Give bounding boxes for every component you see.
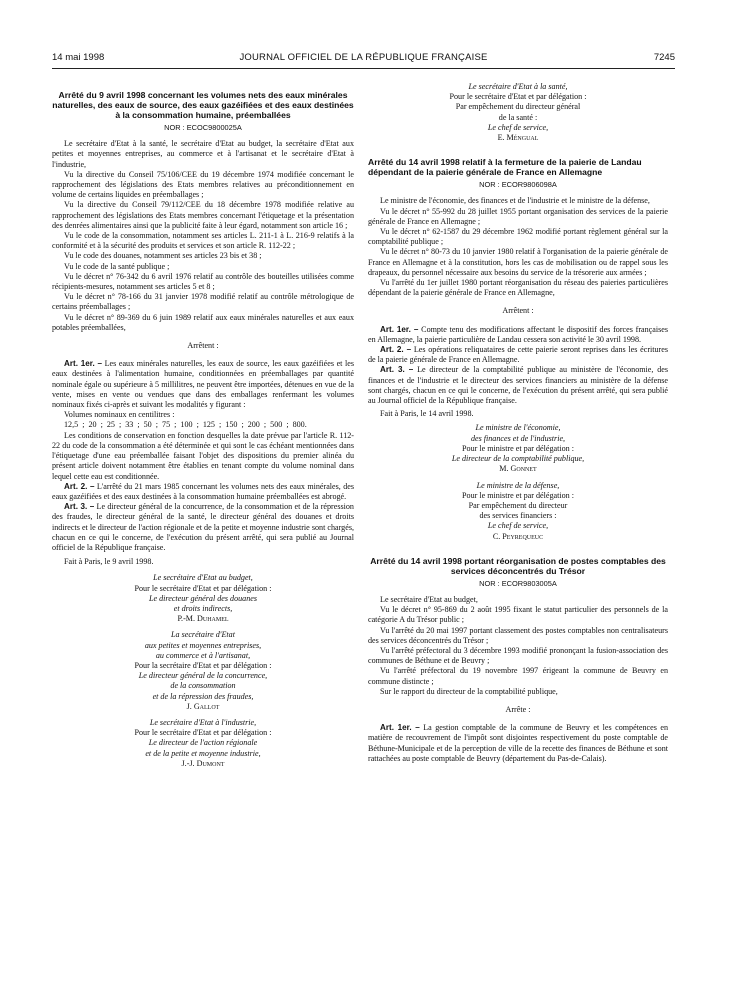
sig-line: des services financiers : (479, 511, 557, 521)
article-1 (368, 325, 668, 345)
preamble-para: Vu le code des douanes, notamment ses articles 23 bis et 38 ; (64, 251, 262, 261)
sig-line: Par empêchement du directeur (468, 500, 568, 510)
signature-block (52, 718, 354, 769)
article-3 (368, 365, 668, 406)
preamble-para: Le ministre de l'économie, des finances et de l'industrie et le ministre de la défense, (380, 196, 650, 206)
sig-line: Pour le ministre et par délégation : (462, 490, 574, 500)
sig-line: Le directeur général de la concurrence, (138, 671, 268, 681)
sig-line: La secrétaire d'Etat (171, 630, 235, 640)
preamble-para: Vu la directive du Conseil 75/106/CEE du 19 décembre 1974 modifiée concernant le rapprochement des législations des Etats membres relatives au préconditionnement en volume de certains liquides en préemballages ; (52, 169, 354, 200)
sig-line: au commerce et à l'artisanat, (155, 650, 251, 660)
signatory-name: M. Gonnet (499, 464, 537, 474)
article-1 (368, 723, 668, 764)
preamble-para: Vu l'arrêté du 1er juillet 1980 portant réorganisation du réseau des paieries particulières dépendant de la paierie générale de France en Allemagne, (368, 278, 668, 298)
signatory-name: J. Gallot (186, 701, 220, 711)
signatory-name: E. Méngual (497, 133, 539, 143)
preamble-para: Vu l'arrêté du 20 mai 1997 portant classement des postes comptables non centralisateurs des services déconcentrés du Trésor ; (368, 625, 668, 645)
nor-reference: NOR : ECOC9800025A (164, 123, 242, 132)
preamble-para: Vu l'arrêté préfectoral du 19 novembre 1997 érigeant la commune de Beuvry en commune distincte ; (368, 666, 668, 686)
sig-line: Le chef de service, (487, 122, 549, 132)
article-label: Art. 3. – (380, 365, 414, 375)
preamble-para: Vu le décret n° 55-992 du 28 juillet 1955 portant organisation des services de la paierie générale de France en Allemagne ; (368, 206, 668, 226)
sig-line: Le secrétaire d'Etat à la santé, (468, 82, 568, 91)
sig-line: Le chef de service, (487, 521, 549, 531)
arretent-heading: Arrêtent : (187, 341, 219, 351)
article-text: Le directeur de la comptabilité publique au ministère de l'économie, des finances et de l'industrie et le directeur des services financiers au ministère de la défense sont chargés, chacun en ce qui le concerne, de l'exécution du présent arrêté, qui sera publié au Journal officiel de la République française. (368, 365, 668, 406)
sig-line: et droits indirects, (173, 603, 233, 613)
preamble-para: Vu le décret n° 78-166 du 31 janvier 1978 modifié relatif au contrôle métrologique de certains préemballages ; (52, 292, 354, 312)
article-text: L'arrêté du 21 mars 1985 concernant les volumes nets des eaux minérales, des eaux gazéifiées et des eaux destinées à la consommation humaine préemballées est abrogé. (52, 481, 354, 501)
volumes-list: 12,5 ; 20 ; 25 ; 33 ; 50 ; 75 ; 100 ; 125 ; 150 ; 200 ; 500 ; 800. (64, 420, 307, 430)
sig-line: et de la petite et moyenne industrie, (145, 748, 261, 758)
preamble-para: Vu le code de la santé publique ; (64, 261, 170, 271)
article-label: Art. 1er. – (380, 324, 419, 334)
article-text: La gestion comptable de la commune de Beuvry et les compétences en matière de recouvrement de l'impôt sont disjointes respectivement du poste comptable de Béthune-Municipale et de la perception de ville de la recette des finances de Béthune et sont rattachées au poste comptable de Beuvry (département du Pas-de-Calais). (368, 723, 668, 763)
nor-reference: NOR : ECOR9806098A (479, 180, 557, 190)
signature-block (52, 573, 354, 624)
preamble-para: Vu la directive du Conseil 79/112/CEE du 18 décembre 1978 modifiée relative au rapprochement des législations des Etats membres concernant l'étiquetage et la présentation des denrées alimentaires ainsi que la publicité faite à leur égard, notamment son article 16 ; (52, 200, 354, 230)
decree-title: Arrêté du 14 avril 1998 portant réorganisation de postes comptables des services déconcentrés du Trésor (370, 555, 666, 576)
signatory-name: C. Peyrequeuc (492, 531, 544, 541)
header-page-number: 7245 (653, 52, 675, 63)
article-label: Art. 2. – (380, 345, 412, 355)
sig-line: Le secrétaire d'Etat au budget, (153, 573, 253, 583)
fait-a-paris: Fait à Paris, le 14 avril 1998. (380, 409, 474, 419)
sig-line: Le directeur de la comptabilité publique, (451, 454, 585, 464)
sig-line: Le ministre de la défense, (476, 480, 560, 490)
preamble-para: Vu le décret n° 76-342 du 6 avril 1976 relatif au contrôle des bouteilles utilisées comme récipients-mesures, notamment ses articles 5 et 8 ; (52, 271, 354, 292)
article-1 (52, 359, 354, 410)
signature-block (368, 481, 668, 542)
left-column (52, 90, 354, 769)
sig-line: Pour le secrétaire d'Etat et par délégation : (134, 583, 272, 593)
preamble-para: Vu le décret n° 80-73 du 10 janvier 1980 relatif à l'organisation de la paierie générale de France en Allemagne et à la constitution, hors les cas de mobilisation ou de rappel sous les drapeaux, du personnel nécessaire aux besoins du service de la trésorerie aux armées ; (368, 247, 668, 277)
sig-line: Le secrétaire d'Etat à l'industrie, (149, 717, 257, 727)
signatory-name: J.-J. Dumont (181, 758, 225, 768)
sig-line: de la consommation (170, 681, 236, 691)
fait-a-paris: Fait à Paris, le 9 avril 1998. (64, 557, 154, 567)
article-text: Le directeur général de la concurrence, de la consommation et de la répression des fraudes, le directeur général de la santé, le directeur général des douanes et droits indirects et le directeur de l'action régionale et de la petite et moyenne industrie sont chargés, chacun en ce qui le concerne, de l'exécution du présent arrêté, qui sera publié au Journal officiel de la République française. (52, 502, 354, 552)
sig-line: Pour le secrétaire d'Etat et par délégation : (449, 92, 587, 102)
article-label: Art. 1er. – (380, 723, 420, 733)
article-text: Compte tenu des modifications affectant le dispositif des forces françaises en Allemagne, la paierie particulière de Landau cessera son activité le 30 avril 1998. (368, 324, 668, 344)
decree-title: Arrêté du 9 avril 1998 concernant les volumes nets des eaux minérales naturelles, des eaux de source, des eaux gazéifiées et des eaux destinées à la consommation humaine, préemballées (52, 90, 354, 120)
signature-block (368, 423, 668, 474)
article-label: Art. 1er. – (64, 359, 103, 369)
volumes-note: Les conditions de conservation en fonction desquelles la date prévue par l'article R. 112-22 du code de la consommation a été déterminée et qui sont le cas échéant mentionnées dans l'étiquetage d'une eau préemballée faisant l'objet des dispositions du premier alinéa du présent article doivent notamment être établies en tenant compte du volume nominal dans lequel cette eau est conditionnée. (52, 430, 354, 481)
article-label: Art. 3. – (64, 502, 95, 512)
signature-block (368, 82, 668, 143)
sig-line: aux petites et moyennes entreprises, (144, 640, 262, 650)
article-text: Les opérations reliquataires de cette paierie seront reprises dans les écritures de la paierie générale de France en Allemagne. (368, 345, 668, 365)
arretent-heading: Arrêtent : (502, 306, 534, 316)
article-text: Les eaux minérales naturelles, les eaux de source, les eaux gazéifiées et les eaux destinées à l'alimentation humaine, conditionnées en préemballages par quantité nominale égale ou supérieure à 5 millilitres, ne peuvent être importées, détenues en vue de la vente, mises en vente ou vendues que dans des emballages renfermant les volumes nominaux fixés ci-après et suivant les modalités y figurant : (52, 359, 354, 410)
signature-block (52, 630, 354, 712)
sig-line: de la santé : (498, 112, 538, 122)
preamble-para: Vu le décret n° 89-369 du 6 juin 1989 relatif aux eaux minérales naturelles et aux eaux potables préemballées, (52, 312, 354, 332)
decree-title: Arrêté du 14 avril 1998 relatif à la fermeture de la paierie de Landau dépendant de la paierie générale de France en Allemagne (368, 157, 642, 178)
preamble-para: Vu l'arrêté préfectoral du 3 décembre 1993 modifié prononçant la fusion-association des communes de Béthune et de Beuvry ; (368, 645, 668, 666)
volumes-label: Volumes nominaux en centilitres : (64, 410, 175, 420)
sig-line: et de la répression des fraudes, (152, 691, 254, 701)
page-header (52, 52, 675, 66)
header-journal-title: JOURNAL OFFICIEL DE LA RÉPUBLIQUE FRANÇAISE (239, 52, 488, 63)
signatory-name: P.-M. Duhamel (177, 614, 229, 624)
nor-reference: NOR : ECOR9803005A (479, 578, 557, 588)
sig-line: des finances et de l'industrie, (470, 433, 566, 443)
arrete-heading: Arrête : (505, 704, 531, 714)
sig-line: Pour le secrétaire d'Etat et par délégation : (134, 728, 272, 738)
sig-line: Pour la secrétaire d'Etat et par délégation : (134, 660, 272, 670)
sig-line: Le ministre de l'économie, (475, 423, 561, 433)
preamble-para: Vu le décret n° 62-1587 du 29 décembre 1962 modifié portant règlement général sur la comptabilité publique ; (368, 227, 668, 247)
preamble-para: Le secrétaire d'Etat au budget, (380, 594, 478, 604)
sig-line: Pour le ministre et par délégation : (462, 443, 574, 453)
article-3 (52, 502, 354, 553)
sig-line: Le directeur général des douanes (148, 593, 258, 603)
article-2 (368, 345, 668, 365)
article-2 (52, 482, 354, 502)
sig-line: Par empêchement du directeur général (455, 102, 581, 112)
preamble-para: Vu le code de la consommation, notamment ses articles L. 211-1 à L. 216-9 relatifs à la conformité et à la sécurité des produits et services et son article R. 112-22 ; (52, 231, 354, 251)
header-rule (52, 68, 675, 69)
preamble-para: Sur le rapport du directeur de la comptabilité publique, (380, 686, 558, 696)
preamble-para: Le secrétaire d'Etat à la santé, le secrétaire d'Etat au budget, la secrétaire d'Etat aux petites et moyennes entreprises, au commerce et à l'artisanat et le secrétaire d'Etat à l'industrie, (52, 139, 354, 169)
article-label: Art. 2. – (64, 481, 95, 491)
preamble-para: Vu le décret n° 95-869 du 2 août 1995 fixant le statut particulier des personnels de la catégorie A du Trésor public ; (368, 605, 668, 625)
header-date: 14 mai 1998 (52, 52, 105, 63)
sig-line: Le directeur de l'action régionale (148, 738, 258, 748)
right-column (368, 82, 668, 764)
